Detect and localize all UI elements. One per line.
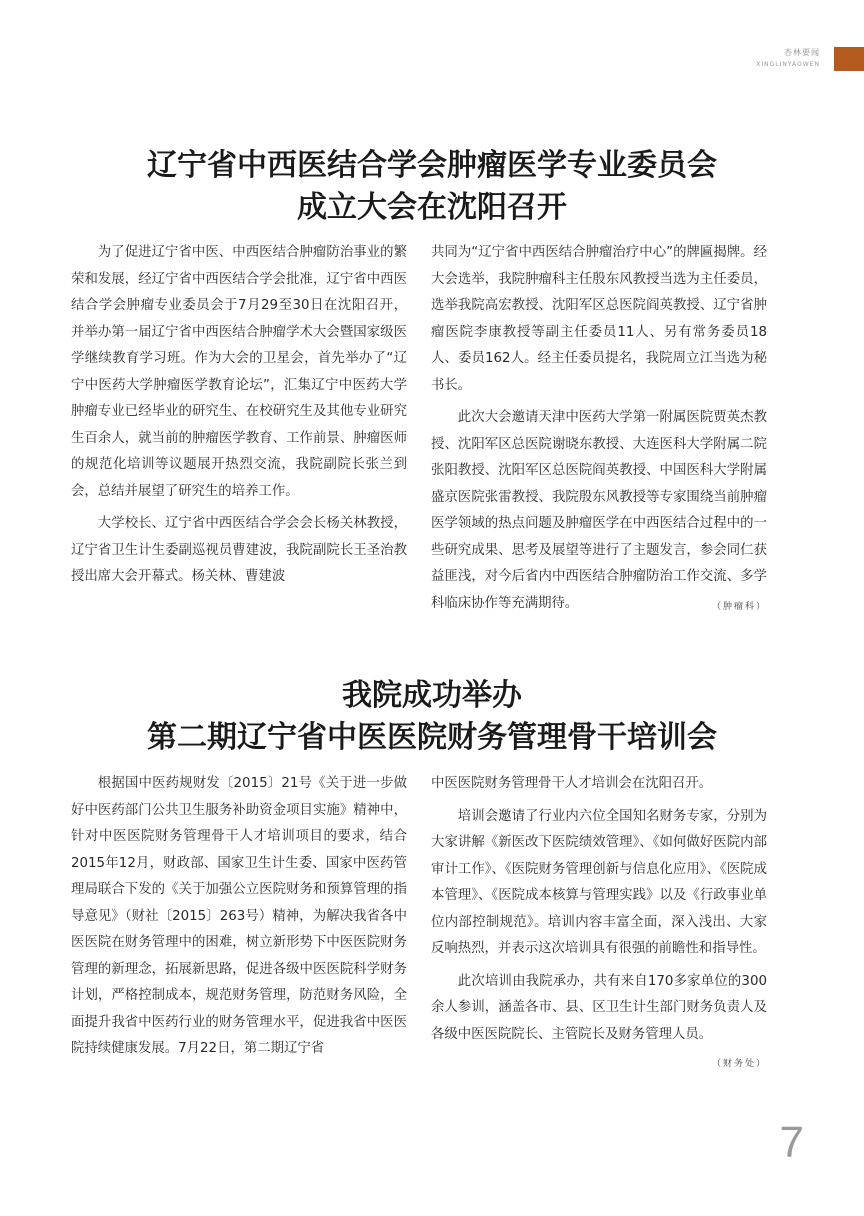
article2-title-line1: 我院成功举办 bbox=[342, 678, 522, 713]
article2-signature: （财务处） bbox=[711, 1059, 767, 1069]
section-name-pinyin: XINGLINYAOWEN bbox=[756, 61, 820, 68]
article1-signature: （肿瘤科） bbox=[711, 601, 767, 612]
page-number: 7 bbox=[779, 1118, 804, 1167]
article1-left-column bbox=[71, 240, 407, 591]
article1-paragraph-text: 此次大会邀请天津中医药大学第一附属医院贾英杰教授、沈阳军区总医院谢晓东教授、大连医科大学附属二院张阳教授、沈阳军区总医院阎英教授、中国医科大学附属盛京医院张雷教授、我院殷东风教授等专家围绕当前肿瘤医学领域的热点问题及肿瘤医学在中西医结合过程中的一些研究成果、思考及展望等进行了主题发言，参会同仁获益匪浅，对今后省内中西医结合肿瘤防治工作交流、多学科临床协作等充满期待。 bbox=[431, 410, 767, 611]
article2-title-line2: 第二期辽宁省中医医院财务管理骨干培训会 bbox=[147, 720, 717, 755]
article1-paragraph: 为了促进辽宁省中医、中西医结合肿瘤防治事业的繁荣和发展，经辽宁省中西医结合学会批准，辽宁省中西医结合学会肿瘤专业委员会于7月29至30日在沈阳召开，并举办第一届辽宁省中西医结合肿瘤学术大会暨国家级医学继续教育学习班。作为大会的卫星会，首先举办了“辽宁中医药大学肿瘤医学教育论坛”，汇集辽宁中医药大学肿瘤专业已经毕业的研究生、在校研究生及其他专业研究生百余人，就当前的肿瘤医学教育、工作前景、肿瘤医师的规范化培训等议题展开热烈交流，我院副院长张兰到会，总结并展望了研究生的培养工作。 bbox=[71, 245, 407, 499]
article2-title bbox=[0, 675, 864, 759]
article1-title bbox=[0, 145, 864, 229]
article1-title-line1: 辽宁省中西医结合学会肿瘤医学专业委员会 bbox=[147, 148, 717, 183]
section-name: 杏林要闻 bbox=[784, 48, 820, 57]
article2-paragraph-text: 此次培训由我院承办，共有来自170多家单位的300余人参训，涵盖各市、县、区卫生计生部门财务负责人及各级中医医院院长、主管院长及财务管理人员。 bbox=[431, 973, 767, 1042]
section-color-tab bbox=[834, 47, 864, 71]
article2-right-column bbox=[431, 771, 767, 1078]
article1-paragraph: 大学校长、辽宁省中西医结合学会会长杨关林教授，辽宁省卫生计生委副巡视员曹建波，我院副院长王圣治教授出席大会开幕式。杨关林、曹建波 bbox=[71, 516, 407, 584]
article2-paragraph: 中医医院财务管理骨干人才培训会在沈阳召开。 bbox=[431, 776, 713, 791]
article1-right-column bbox=[431, 240, 767, 620]
article2-paragraph bbox=[431, 969, 767, 1069]
article2-paragraph: 培训会邀请了行业内六位全国知名财务专家，分别为大家讲解《新医改下医院绩效管理》、《如何做好医院内部审计工作》、《医院财务管理创新与信息化应用》、《医院成本管理》、《医院成本核算与管理实践》以及《行政事业单位内部控制规范》。培训内容丰富全面，深入浅出、大家反响热烈，并表示这次培训具有很强的前瞻性和指导性。 bbox=[431, 808, 767, 956]
article1-title-line2: 成立大会在沈阳召开 bbox=[297, 190, 567, 225]
article2-paragraph: 根据国中医药规财发〔2015〕21号《关于进一步做好中医药部门公共卫生服务补助资金项目实施》精神中，针对中医医院财务管理骨干人才培训项目的要求，结合2015年12月，财政部、国家卫生计生委、国家中医药管理局联合下发的《关于加强公立医院财务和预算管理的指导意见》（财社〔2015〕263号）精神，为解决我省各中医医院在财务管理中的困难，树立新形势下中医医院财务管理的新理念，拓展新思路，促进各级中医医院科学财务计划，严格控制成本，规范财务管理，防范财务风险，全面提升我省中医药行业的财务管理水平，促进我省中医医院持续健康发展。7月22日，第二期辽宁省 bbox=[71, 776, 407, 1056]
article2-left-column bbox=[71, 771, 407, 1063]
article1-paragraph bbox=[431, 405, 767, 617]
article1-paragraph: 共同为“辽宁省中西医结合肿瘤治疗中心”的牌匾揭牌。经大会选举，我院肿瘤科主任殷东风教授当选为主任委员，选举我院高宏教授、沈阳军区总医院阎英教授、辽宁省肿瘤医院李康教授等副主任委员11人、另有常务委员18人、委员162人。经主任委员提名，我院周立江当选为秘书长。 bbox=[431, 245, 767, 393]
